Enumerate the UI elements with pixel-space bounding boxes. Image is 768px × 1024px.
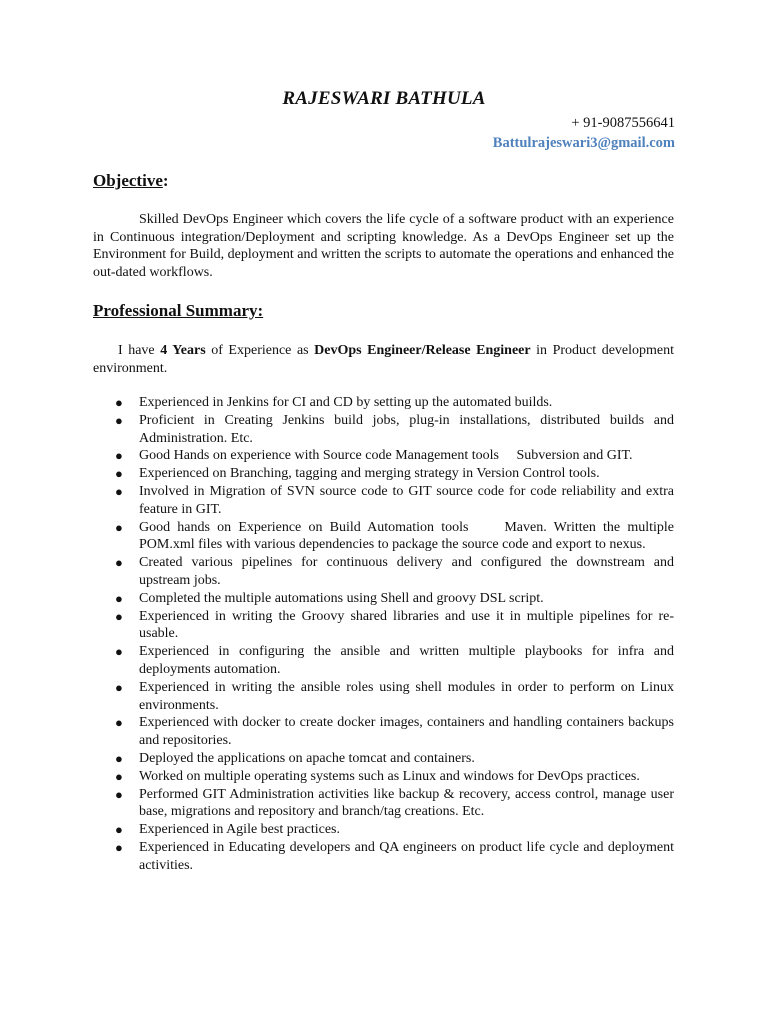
- bullet-icon: ●: [115, 412, 123, 428]
- objective-text: Skilled DevOps Engineer which covers the life cycle of a software product with an experience in Continuous integration/Deployment and scripting knowledge. As a DevOps Engineer set up the Environment for Build, deployment and written the scripts to automate the operations and enhanced the out-dated workflows.: [93, 212, 674, 280]
- phone-number: + 91-9087556641: [571, 115, 675, 131]
- list-item-text: Experienced in Jenkins for CI and CD by setting up the automated builds.: [139, 395, 553, 410]
- objective-heading-colon: :: [162, 171, 169, 190]
- list-item-text: Worked on multiple operating systems such as Linux and windows for DevOps practices.: [139, 768, 640, 784]
- list-item-text: Experienced in writing the ansible roles using shell modules in order to perform on Linux environments.: [139, 679, 674, 713]
- list-item: [93, 447, 674, 465]
- list-item: [93, 412, 674, 448]
- email-address[interactable]: Battulrajeswari3@gmail.com: [492, 135, 675, 151]
- list-item-text: Completed the multiple automations using Shell and groovy DSL script.: [139, 590, 544, 606]
- list-item: [93, 768, 674, 786]
- bullet-icon: ●: [115, 555, 123, 571]
- list-item-text: Experienced in Educating developers and QA engineers on product life cycle and deployment activities.: [139, 839, 674, 873]
- summary-intro: [93, 342, 674, 377]
- bullet-icon: ●: [115, 679, 123, 695]
- list-item-text: Experienced in Agile best practices.: [139, 822, 340, 838]
- list-item: [93, 821, 674, 839]
- bullet-icon: ●: [115, 786, 123, 802]
- list-item: [93, 750, 674, 768]
- bullet-icon: ●: [115, 768, 123, 784]
- summary-intro-part2: of Experience as: [205, 343, 315, 358]
- bullet-icon: ●: [115, 466, 123, 482]
- summary-heading-label: Professional Summary:: [93, 301, 264, 320]
- list-item: [93, 643, 674, 679]
- bullet-icon: ●: [115, 519, 123, 535]
- summary-intro-part3: in Product development environment.: [93, 343, 674, 376]
- summary-intro-years: 4 Years: [160, 343, 206, 358]
- candidate-name: RAJESWARI BATHULA: [282, 88, 486, 109]
- bullet-icon: ●: [115, 644, 123, 660]
- list-item: [93, 839, 674, 875]
- bullet-icon: ●: [115, 715, 123, 731]
- bullet-icon: ●: [115, 395, 123, 410]
- list-item: [93, 590, 674, 608]
- list-item-text: Deployed the applications on apache tomcat and containers.: [139, 750, 475, 766]
- list-item-text: Good Hands on experience with Source code Management tools Subversion and GIT.: [139, 448, 633, 464]
- list-item-text: Experienced in configuring the ansible and written multiple playbooks for infra and deployments automation.: [139, 644, 674, 677]
- list-item-text: Experienced on Branching, tagging and merging strategy in Version Control tools.: [139, 466, 600, 482]
- list-item: [93, 679, 674, 715]
- bullet-icon: ●: [115, 448, 123, 464]
- objective-heading-label: Objective: [93, 171, 163, 190]
- list-item-text: Involved in Migration of SVN source code to GIT source code for code reliability and extra feature in GIT.: [139, 483, 674, 517]
- bullet-icon: ●: [115, 608, 123, 624]
- list-item-text: Created various pipelines for continuous delivery and configured the downstream and upstream jobs.: [139, 555, 674, 588]
- list-item: [93, 786, 674, 822]
- summary-intro-part1: I have: [118, 343, 161, 358]
- list-item: [93, 483, 674, 519]
- bullet-icon: ●: [115, 839, 123, 855]
- list-item: [93, 394, 674, 412]
- list-item-text: Good hands on Experience on Build Automation tools Maven. Written the multiple POM.xml files with various dependencies to package the source code and export to nexus.: [139, 519, 678, 553]
- list-item-text: Performed GIT Administration activities like backup & recovery, access control, manage user base, migrations and repository and branch/tag creations. Etc.: [139, 786, 674, 820]
- list-item: [93, 714, 674, 750]
- list-item-text: Proficient in Creating Jenkins build jobs, plug-in installations, distributed builds and Administration. Etc.: [139, 412, 674, 446]
- objective-heading: [93, 171, 169, 191]
- list-item: [93, 608, 674, 644]
- list-item: [93, 519, 678, 555]
- summary-bullet-list: [93, 394, 678, 875]
- bullet-icon: ●: [115, 750, 123, 766]
- bullet-icon: ●: [115, 483, 123, 499]
- list-item-text: Experienced in writing the Groovy shared libraries and use it in multiple pipelines for re-usable.: [139, 608, 674, 642]
- summary-heading: [93, 301, 263, 321]
- summary-intro-role: DevOps Engineer/Release Engineer: [314, 343, 531, 358]
- bullet-icon: ●: [115, 590, 123, 606]
- list-item: [93, 554, 674, 590]
- bullet-icon: ●: [115, 822, 123, 838]
- contact-block: [493, 113, 675, 153]
- list-item-text: Experienced with docker to create docker images, containers and handling containers backups and repositories.: [139, 715, 674, 749]
- list-item: [93, 465, 674, 483]
